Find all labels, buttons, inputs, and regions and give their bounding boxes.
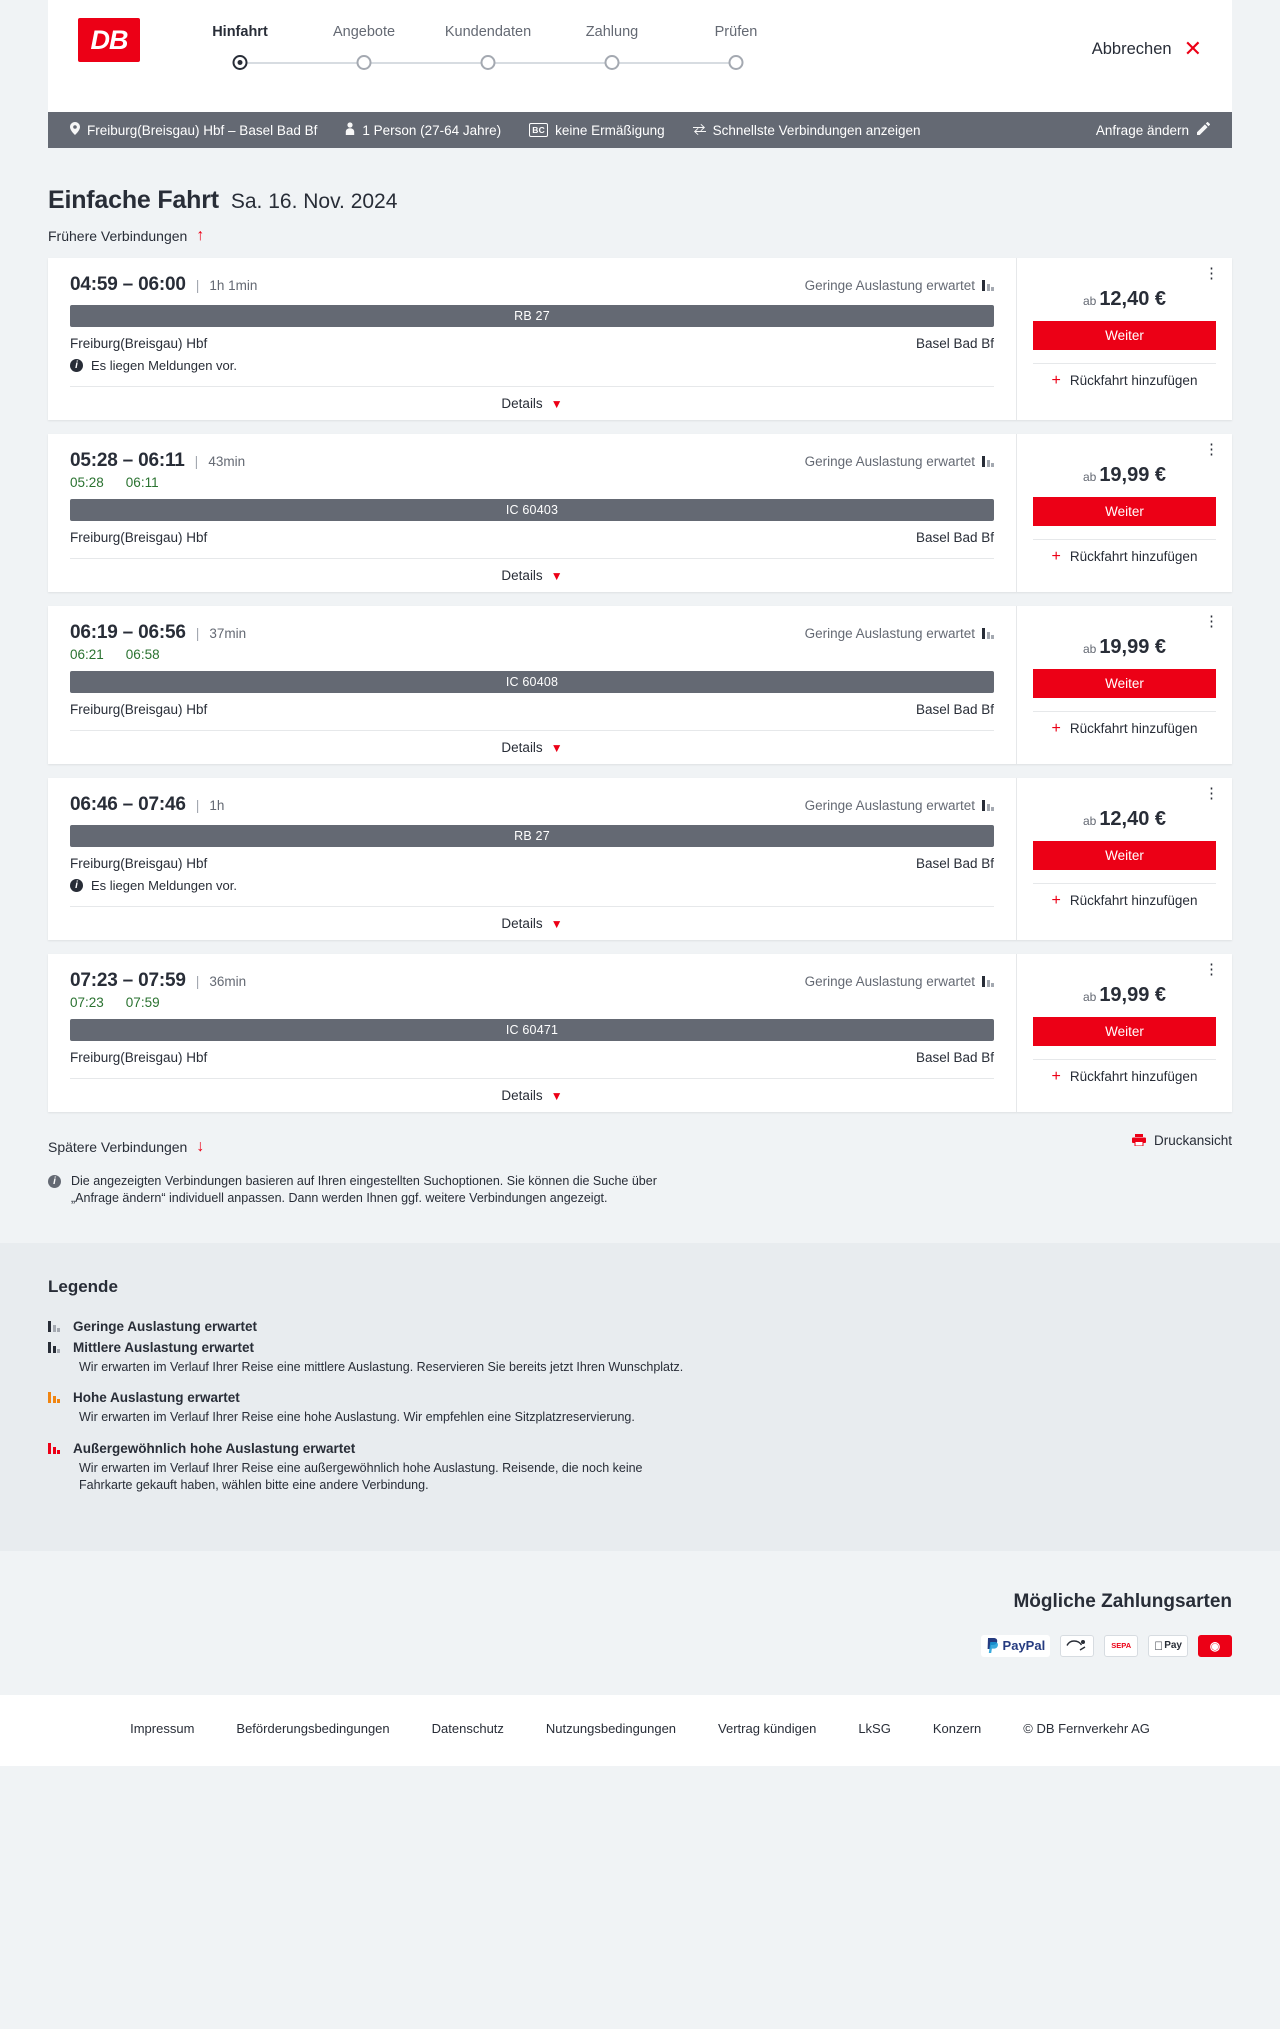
- details-toggle[interactable]: [70, 1078, 994, 1112]
- sepa-icon: [1104, 1635, 1138, 1657]
- continue-button[interactable]: Weiter: [1033, 1017, 1216, 1046]
- connection-stations: [70, 856, 994, 871]
- connection-duration: 43min: [208, 454, 246, 469]
- legend: [48, 1243, 1232, 1551]
- utilization-icon: [982, 280, 994, 291]
- connection-details: [48, 954, 1016, 1112]
- later-connections-button[interactable]: [48, 1139, 204, 1155]
- legend-item-desc: Wir erwarten im Verlauf Ihrer Reise eine außergewöhnlich hohe Auslastung. Reisende, die noch keine Fahrkarte gekauft haben, wählen bitte eine andere Verbindung.: [79, 1460, 643, 1493]
- main-content: [48, 148, 1232, 1243]
- utilization-label: Geringe Auslastung erwartet: [804, 798, 975, 813]
- legend-items: [48, 1319, 1232, 1495]
- add-return-trip-button[interactable]: [1033, 1059, 1216, 1093]
- page-title: Einfache Fahrt: [48, 186, 219, 214]
- close-icon: ✕: [1183, 36, 1202, 61]
- legend-item-head: [48, 1319, 1232, 1334]
- plus-icon: +: [1051, 891, 1061, 909]
- header-area: [0, 0, 1280, 112]
- legend-item: [48, 1441, 1232, 1495]
- details-toggle[interactable]: [70, 730, 994, 764]
- chevron-down-icon: ▼: [550, 396, 563, 411]
- connection-booking: [1016, 606, 1232, 764]
- summary-passengers-label: 1 Person (27-64 Jahre): [362, 122, 502, 138]
- continue-button[interactable]: Weiter: [1033, 841, 1216, 870]
- arrival-station: Basel Bad Bf: [915, 530, 994, 545]
- chevron-down-icon: ▼: [550, 1088, 563, 1103]
- connection-duration: 1h: [209, 798, 225, 813]
- connection-stations: [70, 530, 994, 545]
- legend-item-label: Mittlere Auslastung erwartet: [73, 1339, 255, 1355]
- price-block: [1033, 808, 1216, 831]
- footer-copyright: © DB Fernverkehr AG: [1023, 1720, 1150, 1736]
- add-return-trip-label: Rückfahrt hinzufügen: [1069, 373, 1198, 388]
- step-dot-icon: [233, 55, 248, 70]
- train-line-badge[interactable]: IC 60471: [70, 1019, 994, 1041]
- departure-station: Freiburg(Breisgau) Hbf: [70, 336, 208, 351]
- info-icon: i: [70, 359, 83, 372]
- separator: |: [195, 625, 200, 641]
- connection-header: [70, 970, 994, 992]
- connection-time-range: 06:46 – 07:46: [70, 794, 186, 815]
- earlier-connections-label: Frühere Verbindungen: [48, 228, 188, 244]
- edit-search-label: Anfrage ändern: [1095, 122, 1189, 138]
- summary-sorting[interactable]: [679, 123, 935, 138]
- print-view-button[interactable]: [1132, 1133, 1232, 1149]
- header-bar: [48, 0, 1232, 112]
- step-label: Hinfahrt: [212, 24, 268, 40]
- add-return-trip-button[interactable]: [1033, 539, 1216, 573]
- legend-title: Legende: [48, 1276, 118, 1296]
- departure-station: Freiburg(Breisgau) Hbf: [70, 856, 208, 871]
- connection-time-range: 06:19 – 06:56: [70, 622, 186, 643]
- connection-time-range: 04:59 – 06:00: [70, 274, 186, 295]
- continue-button[interactable]: Weiter: [1033, 321, 1216, 350]
- connection-booking: [1016, 434, 1232, 592]
- legend-item-label: Geringe Auslastung erwartet: [73, 1318, 258, 1334]
- print-view-label: Druckansicht: [1153, 1133, 1232, 1148]
- details-label: Details: [501, 1088, 543, 1103]
- footer-area: [0, 1695, 1280, 1766]
- step-hinfahrt[interactable]: [178, 24, 302, 75]
- utilization-info: [805, 798, 994, 813]
- utilization-label: Geringe Auslastung erwartet: [804, 974, 975, 989]
- price-value: 12,40 €: [1099, 288, 1167, 310]
- payment-area: [0, 1551, 1280, 1695]
- chevron-down-icon: ▼: [550, 916, 563, 931]
- footer-link[interactable]: Vertrag kündigen: [718, 1720, 817, 1736]
- legend-item-desc: Wir erwarten im Verlauf Ihrer Reise eine hohe Auslastung. Wir empfehlen eine Sitzplatzreservierung.: [79, 1410, 635, 1425]
- realtime-arrival: 07:59: [125, 995, 160, 1010]
- more-options-icon[interactable]: ⋮: [1204, 961, 1220, 978]
- utilization-label: Geringe Auslastung erwartet: [804, 454, 975, 469]
- arrow-up-icon: ↑: [196, 227, 205, 244]
- applepay-label: Pay: [1162, 1640, 1181, 1652]
- chevron-down-icon: ▼: [550, 740, 563, 755]
- realtime-row: [70, 475, 994, 490]
- price-block: [1033, 636, 1216, 659]
- earlier-connections-button[interactable]: [48, 228, 1232, 244]
- details-label: Details: [501, 740, 543, 755]
- utilization-info: [805, 454, 994, 469]
- step-angebote[interactable]: [302, 24, 426, 75]
- bahncard-icon: BC: [529, 123, 548, 137]
- realtime-arrival: 06:11: [125, 475, 159, 490]
- payment-methods: [48, 1551, 1232, 1695]
- price-value: 19,99 €: [1099, 464, 1167, 486]
- footer-link[interactable]: LkSG: [858, 1720, 891, 1736]
- connection-details: [48, 778, 1016, 940]
- plus-icon: +: [1051, 1067, 1061, 1085]
- connection-details: [48, 434, 1016, 592]
- connections-list: [48, 258, 1232, 1112]
- summary-discount-label: keine Ermäßigung: [555, 122, 665, 138]
- legend-item: [48, 1390, 1232, 1427]
- plus-icon: +: [1051, 371, 1061, 389]
- connection-message-label: Es liegen Meldungen vor.: [91, 358, 237, 373]
- utilization-label: Geringe Auslastung erwartet: [804, 626, 975, 641]
- step-kundendaten[interactable]: [426, 24, 550, 75]
- connection-duration: 1h 1min: [209, 278, 258, 293]
- plus-icon: +: [1051, 719, 1061, 737]
- arrival-station: Basel Bad Bf: [915, 702, 994, 717]
- separator: |: [194, 453, 199, 469]
- search-summary-bar: [48, 112, 1232, 148]
- departure-station: Freiburg(Breisgau) Hbf: [70, 1050, 208, 1065]
- connection-stations: [70, 702, 994, 717]
- utilization-icon: [982, 976, 994, 987]
- departure-station: Freiburg(Breisgau) Hbf: [70, 702, 208, 717]
- connection-booking: [1016, 778, 1232, 940]
- person-icon: [345, 122, 355, 138]
- footer-link[interactable]: Nutzungsbedingungen: [545, 1720, 677, 1736]
- step-label: Angebote: [332, 24, 396, 40]
- search-hint-text: Die angezeigten Verbindungen basieren auf Ihren eingestellten Suchoptionen. Sie können die Suche über „Anfrage ändern“ individuell anpassen. Dann werden Ihnen ggf. weitere Verbindungen angezeigt.: [71, 1174, 657, 1205]
- step-label: Prüfen: [714, 24, 758, 40]
- continue-button[interactable]: Weiter: [1033, 497, 1216, 526]
- page-date: Sa. 16. Nov. 2024: [230, 190, 398, 213]
- paypal-label: PayPal: [1002, 1638, 1046, 1654]
- more-options-icon[interactable]: ⋮: [1204, 265, 1220, 282]
- step-dot-icon: [357, 55, 372, 70]
- price-value: 12,40 €: [1099, 808, 1167, 830]
- step-indicator: [178, 51, 302, 75]
- legend-item: [48, 1319, 1232, 1334]
- utilization-icon: [48, 1342, 60, 1353]
- page-title-row: [48, 148, 1232, 215]
- connection-details: [48, 258, 1016, 420]
- legend-item-label: Hohe Auslastung erwartet: [73, 1390, 240, 1406]
- footer-links: [48, 1695, 1232, 1766]
- details-label: Details: [501, 916, 543, 931]
- details-label: Details: [501, 396, 543, 411]
- add-return-trip-label: Rückfahrt hinzufügen: [1069, 1069, 1198, 1084]
- step-indicator: [426, 51, 550, 75]
- db-logo[interactable]: DB: [78, 18, 140, 62]
- price-prefix: ab: [1082, 642, 1097, 656]
- summary-route-label: Freiburg(Breisgau) Hbf – Basel Bad Bf: [87, 122, 318, 138]
- more-options-icon[interactable]: ⋮: [1204, 441, 1220, 458]
- utilization-icon: [48, 1392, 60, 1403]
- realtime-departure: 06:21: [70, 647, 104, 662]
- legend-item-desc: Wir erwarten im Verlauf Ihrer Reise eine mittlere Auslastung. Reservieren Sie bereits jetzt Ihren Wunschplatz.: [79, 1359, 684, 1374]
- realtime-arrival: 06:58: [125, 647, 160, 662]
- connection-header: [70, 794, 994, 816]
- connection-duration: 37min: [209, 626, 247, 641]
- connection-time-range: 07:23 – 07:59: [70, 970, 186, 991]
- continue-button[interactable]: Weiter: [1033, 669, 1216, 698]
- creditcard-icon: ◉: [1198, 1635, 1232, 1657]
- step-zahlung[interactable]: [550, 24, 674, 75]
- connection-card: [48, 778, 1232, 940]
- more-options-icon[interactable]: ⋮: [1204, 785, 1220, 802]
- info-icon: i: [70, 879, 83, 892]
- connection-header: [70, 274, 994, 296]
- utilization-info: [805, 974, 994, 989]
- connection-card: [48, 258, 1232, 420]
- add-return-trip-button[interactable]: [1033, 711, 1216, 745]
- printer-icon: [1132, 1133, 1146, 1149]
- realtime-row: [70, 995, 994, 1010]
- summary-sorting-label: Schnellste Verbindungen anzeigen: [712, 122, 921, 138]
- train-line-badge[interactable]: IC 60403: [70, 499, 994, 521]
- sepa-label: SEPA: [1111, 1640, 1132, 1650]
- search-hint: [48, 1173, 688, 1207]
- price-value: 19,99 €: [1099, 984, 1167, 1006]
- progress-steps: [178, 24, 798, 75]
- giropay-icon: [1060, 1635, 1094, 1657]
- summary-passengers[interactable]: [331, 122, 515, 138]
- add-return-trip-button[interactable]: [1033, 363, 1216, 397]
- realtime-row: [70, 647, 994, 662]
- footer-link[interactable]: Datenschutz: [431, 1720, 504, 1736]
- utilization-label: Geringe Auslastung erwartet: [804, 278, 975, 293]
- add-return-trip-label: Rückfahrt hinzufügen: [1069, 549, 1198, 564]
- price-block: [1033, 984, 1216, 1007]
- add-return-trip-label: Rückfahrt hinzufügen: [1069, 721, 1198, 736]
- utilization-icon: [982, 456, 994, 467]
- step-indicator: [674, 51, 798, 75]
- later-connections-label: Spätere Verbindungen: [48, 1139, 188, 1155]
- location-pin-icon: [70, 122, 80, 138]
- connection-header: [70, 622, 994, 644]
- step-label: Kundendaten: [444, 24, 532, 40]
- connection-header: [70, 450, 994, 472]
- connection-duration: 36min: [209, 974, 247, 989]
- details-toggle[interactable]: [70, 906, 994, 940]
- payment-icons: [48, 1635, 1232, 1657]
- separator: |: [195, 973, 200, 989]
- arrow-down-icon: ↓: [196, 1138, 205, 1155]
- add-return-trip-button[interactable]: [1033, 883, 1216, 917]
- legend-item-head: [48, 1390, 1232, 1405]
- price-block: [1033, 464, 1216, 487]
- details-label: Details: [501, 568, 543, 583]
- step-indicator: [550, 51, 674, 75]
- more-options-icon[interactable]: ⋮: [1204, 613, 1220, 630]
- connection-booking: [1016, 258, 1232, 420]
- pencil-icon: [1197, 122, 1210, 138]
- sort-arrows-icon: [693, 123, 706, 138]
- list-footer-row: [48, 1126, 1232, 1155]
- connection-stations: [70, 336, 994, 351]
- price-block: [1033, 288, 1216, 311]
- payment-title: Mögliche Zahlungsarten: [1013, 1590, 1232, 1612]
- arrival-station: Basel Bad Bf: [915, 336, 994, 351]
- utilization-icon: [982, 628, 994, 639]
- utilization-icon: [982, 800, 994, 811]
- legend-item-head: [48, 1441, 1232, 1456]
- realtime-departure: 07:23: [70, 995, 104, 1010]
- step-label: Zahlung: [585, 24, 639, 40]
- step-dot-icon: [481, 55, 496, 70]
- connection-details: [48, 606, 1016, 764]
- connection-message[interactable]: [70, 878, 994, 893]
- price-value: 19,99 €: [1099, 636, 1167, 658]
- price-prefix: ab: [1082, 990, 1097, 1004]
- connection-booking: [1016, 954, 1232, 1112]
- realtime-departure: 05:28: [70, 475, 104, 490]
- step-indicator: [302, 51, 426, 75]
- utilization-icon: [48, 1443, 60, 1454]
- legend-item-label: Außergewöhnlich hohe Auslastung erwartet: [73, 1440, 356, 1456]
- train-line-badge[interactable]: RB 27: [70, 825, 994, 847]
- applepay-icon: [1148, 1635, 1188, 1657]
- details-toggle[interactable]: [70, 386, 994, 420]
- price-prefix: ab: [1082, 814, 1097, 828]
- edit-search-button[interactable]: [1096, 122, 1214, 138]
- train-line-badge[interactable]: RB 27: [70, 305, 994, 327]
- utilization-icon: [48, 1321, 60, 1332]
- step-dot-icon: [605, 55, 620, 70]
- summary-discount[interactable]: [515, 123, 678, 138]
- legend-area: [0, 1243, 1280, 1551]
- info-icon: i: [48, 1175, 61, 1188]
- arrival-station: Basel Bad Bf: [915, 856, 994, 871]
- separator: |: [195, 797, 200, 813]
- footer-link[interactable]: Impressum: [130, 1720, 195, 1736]
- footer-link[interactable]: Konzern: [932, 1720, 982, 1736]
- connection-card: [48, 954, 1232, 1112]
- price-prefix: ab: [1082, 294, 1097, 308]
- separator: |: [195, 277, 200, 293]
- utilization-info: [805, 278, 994, 293]
- legend-item-head: [48, 1340, 1232, 1355]
- connection-message-label: Es liegen Meldungen vor.: [91, 878, 237, 893]
- connection-message[interactable]: [70, 358, 994, 373]
- details-toggle[interactable]: [70, 558, 994, 592]
- connection-stations: [70, 1050, 994, 1065]
- plus-icon: +: [1051, 547, 1061, 565]
- utilization-info: [805, 626, 994, 641]
- departure-station: Freiburg(Breisgau) Hbf: [70, 530, 208, 545]
- train-line-badge[interactable]: IC 60408: [70, 671, 994, 693]
- add-return-trip-label: Rückfahrt hinzufügen: [1069, 893, 1198, 908]
- step-dot-icon: [729, 55, 744, 70]
- cancel-label: Abbrechen: [1091, 39, 1172, 58]
- cancel-button[interactable]: [1092, 38, 1202, 60]
- summary-route[interactable]: [66, 122, 331, 138]
- arrival-station: Basel Bad Bf: [915, 1050, 994, 1065]
- paypal-icon: [981, 1635, 1051, 1657]
- chevron-down-icon: ▼: [550, 568, 563, 583]
- step-pruefen[interactable]: [674, 24, 798, 75]
- connection-card: [48, 606, 1232, 764]
- connection-card: [48, 434, 1232, 592]
- price-prefix: ab: [1082, 470, 1097, 484]
- footer-link[interactable]: Beförderungsbedingungen: [236, 1720, 390, 1736]
- legend-item: [48, 1340, 1232, 1377]
- connection-time-range: 05:28 – 06:11: [70, 450, 185, 471]
